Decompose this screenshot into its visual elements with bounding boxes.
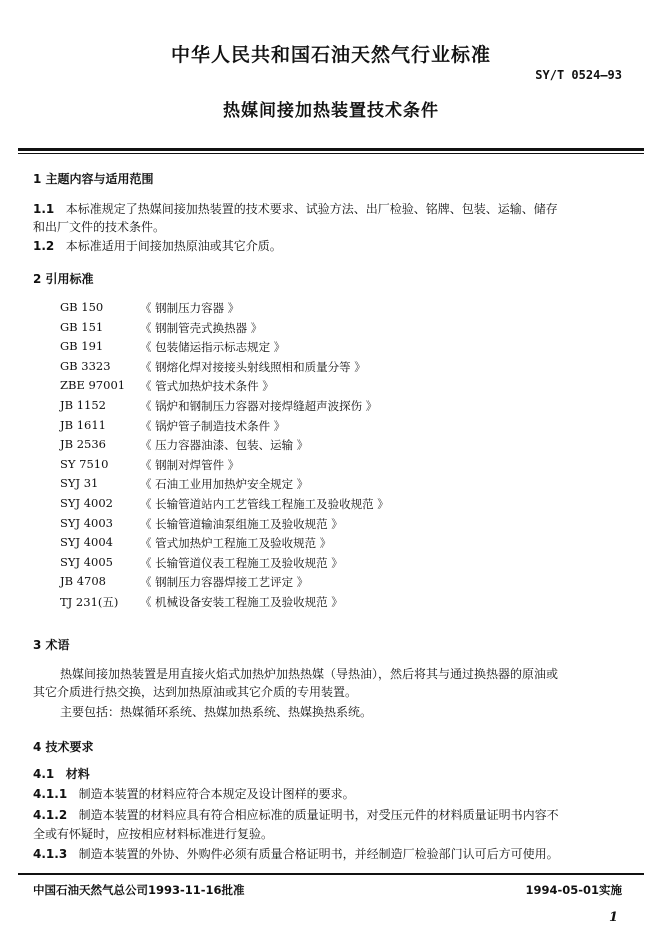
item-number: 4.1.3 xyxy=(33,847,68,861)
item-text: 制造本装置的材料应符合本规定及设计图样的要求。 xyxy=(78,787,355,801)
item-4-1-2-cont: 全或有怀疑时，应按相应材料标准进行复验。 xyxy=(33,827,274,841)
reference-title: 《 管式加热炉工程施工及验收规范 》 xyxy=(140,536,332,550)
reference-title: 《 锅炉管子制造技术条件 》 xyxy=(140,419,286,433)
paragraph-1-1-cont: 和出厂文件的技术条件。 xyxy=(33,220,166,234)
header-rule-thin xyxy=(18,153,644,154)
terms-paragraph-line2: 其它介质进行热交换，达到加热原油或其它介质的专用装置。 xyxy=(33,685,358,699)
paragraph-text: 本标准适用于间接加热原油或其它介质。 xyxy=(65,239,282,253)
terms-paragraph-line3: 主要包括：热媒循环系统、热媒加热系统、热媒换热系统。 xyxy=(60,705,373,719)
document-title: 热媒间接加热装置技术条件 xyxy=(223,101,439,121)
item-text: 制造本装置的外协、外购件必须有质量合格证明书，并经制造厂检验部门认可后方可使用。 xyxy=(78,847,559,861)
reference-code: JB 2536 xyxy=(60,437,106,451)
reference-title: 《 钢制压力容器焊接工艺评定 》 xyxy=(140,575,309,589)
reference-code: SYJ 31 xyxy=(60,476,99,490)
subsection-4-1 xyxy=(33,766,90,783)
reference-code: SYJ 4002 xyxy=(60,496,114,510)
reference-code: GB 150 xyxy=(60,300,104,314)
reference-title: 《 钢制对焊管件 》 xyxy=(140,458,240,472)
effective-date: 1994-05-01实施 xyxy=(525,883,622,897)
item-text: 制造本装置的材料应具有符合相应标准的质量证明书，对受压元件的材料质量证明书内容不 xyxy=(78,808,559,822)
section-heading-2: 2 引用标准 xyxy=(33,272,94,286)
reference-title: 《 长输管道仪表工程施工及验收规范 》 xyxy=(140,556,343,570)
reference-title: 《 压力容器油漆、包装、运输 》 xyxy=(140,438,309,452)
paragraph-number: 1.2 xyxy=(33,239,55,253)
reference-code: ZBE 97001 xyxy=(60,378,126,392)
reference-code: GB 191 xyxy=(60,339,104,353)
reference-code: JB 4708 xyxy=(60,574,106,588)
reference-code: SYJ 4004 xyxy=(60,535,114,549)
reference-code: SYJ 4005 xyxy=(60,555,114,569)
reference-code: GB 151 xyxy=(60,320,104,334)
standard-code: SY/T 0524—93 xyxy=(535,68,622,82)
reference-title: 《 锅炉和钢制压力容器对接焊缝超声波探伤 》 xyxy=(140,399,378,413)
reference-title: 《 长输管道站内工艺管线工程施工及验收规范 》 xyxy=(140,497,389,511)
footer-rule xyxy=(18,873,644,875)
reference-title: 《 长输管道输油泵组施工及验收规范 》 xyxy=(140,517,343,531)
subsection-title: 材料 xyxy=(65,767,90,781)
section-heading-3: 3 术语 xyxy=(33,638,70,652)
reference-title: 《 石油工业用加热炉安全规定 》 xyxy=(140,477,309,491)
item-4-1-3 xyxy=(33,846,559,863)
reference-title: 《 管式加热炉技术条件 》 xyxy=(140,379,274,393)
standard-org-title: 中华人民共和国石油天然气行业标准 xyxy=(170,44,491,66)
reference-title: 《 钢熔化焊对接接头射线照相和质量分等 》 xyxy=(140,360,366,374)
item-number: 4.1.2 xyxy=(33,808,68,822)
paragraph-1-2 xyxy=(33,238,282,255)
reference-code: JB 1152 xyxy=(60,398,106,412)
reference-title: 《 包装储运指示标志规定 》 xyxy=(140,340,286,354)
reference-code: GB 3323 xyxy=(60,359,111,373)
reference-title: 《 钢制压力容器 》 xyxy=(140,301,240,315)
reference-code: TJ 231(五) xyxy=(60,595,119,609)
item-4-1-1 xyxy=(33,786,355,803)
section-heading-1: 1 主题内容与适用范围 xyxy=(33,172,154,186)
approval-date: 中国石油天然气总公司1993-11-16批准 xyxy=(33,883,245,897)
paragraph-text: 本标准规定了热媒间接加热装置的技术要求、试验方法、出厂检验、铭牌、包装、运输、储存 xyxy=(65,202,558,216)
page-number: 1 xyxy=(608,910,618,925)
paragraph-1-1 xyxy=(33,201,558,218)
terms-paragraph-line1: 热媒间接加热装置是用直接火焰式加热炉加热热媒（导热油），然后将其与通过换热器的原油或 xyxy=(60,667,559,681)
subsection-number: 4.1 xyxy=(33,767,55,781)
reference-title: 《 机械设备安装工程施工及验收规范 》 xyxy=(140,595,343,609)
header-rule-thick xyxy=(18,148,644,151)
item-4-1-2 xyxy=(33,807,559,824)
section-heading-4: 4 技术要求 xyxy=(33,740,94,754)
reference-code: SY 7510 xyxy=(60,457,109,471)
reference-code: JB 1611 xyxy=(60,418,106,432)
paragraph-number: 1.1 xyxy=(33,202,55,216)
reference-code: SYJ 4003 xyxy=(60,516,114,530)
item-number: 4.1.1 xyxy=(33,787,68,801)
reference-title: 《 钢制管壳式换热器 》 xyxy=(140,321,263,335)
